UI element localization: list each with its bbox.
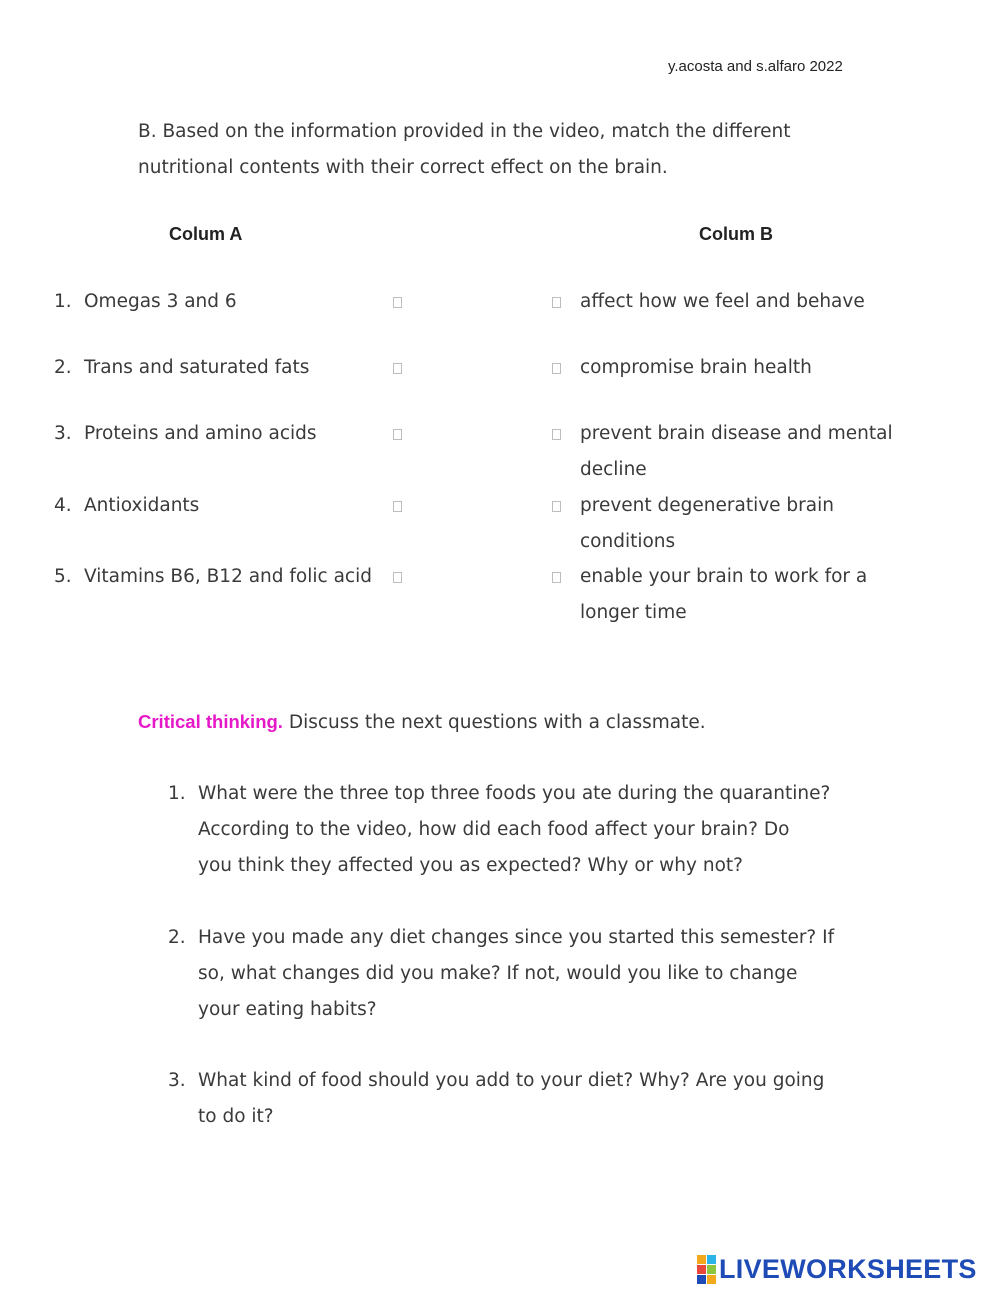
critical-thinking-text: Discuss the next questions with a classmate.	[282, 712, 706, 733]
match-point-left[interactable]	[393, 363, 402, 374]
item-number: 5.	[54, 566, 72, 587]
question-line: What were the three top three foods you ate during the quarantine?	[198, 783, 831, 804]
column-a-item: Vitamins B6, B12 and folic acid	[84, 566, 372, 587]
credit-line: y.acosta and s.alfaro 2022	[668, 58, 843, 75]
critical-thinking	[138, 704, 706, 741]
match-point-right[interactable]	[552, 429, 561, 440]
column-b-item	[580, 416, 920, 488]
column-b-item-line: prevent brain disease and mental	[580, 423, 893, 444]
question	[198, 1063, 858, 1135]
column-b-item	[580, 350, 920, 386]
column-b-item-line: longer time	[580, 602, 687, 623]
column-b-item-line: decline	[580, 459, 647, 480]
column-b-item-line: affect how we feel and behave	[580, 291, 865, 312]
match-point-right[interactable]	[552, 297, 561, 308]
match-point-left[interactable]	[393, 572, 402, 583]
match-point-left[interactable]	[393, 297, 402, 308]
match-point-left[interactable]	[393, 429, 402, 440]
instructions	[138, 114, 838, 186]
critical-thinking-heading: Critical thinking.	[138, 711, 283, 732]
question-line: your eating habits?	[198, 999, 377, 1020]
question-number: 3.	[168, 1070, 186, 1091]
question-line: What kind of food should you add to your diet? Why? Are you going	[198, 1070, 825, 1091]
match-point-right[interactable]	[552, 572, 561, 583]
question	[198, 920, 858, 1028]
question-line: Have you made any diet changes since you started this semester? If	[198, 927, 835, 948]
item-number: 4.	[54, 495, 72, 516]
column-a-item: Proteins and amino acids	[84, 423, 317, 444]
column-b-item	[580, 488, 920, 560]
logo-text: LIVEWORKSHEETS	[719, 1253, 977, 1284]
logo-blocks-icon	[697, 1255, 716, 1284]
question-number: 2.	[168, 927, 186, 948]
instructions-line-1: B. Based on the information provided in the video, match the different	[138, 121, 791, 142]
column-a-item: Trans and saturated fats	[84, 357, 310, 378]
match-point-left[interactable]	[393, 501, 402, 512]
column-a-item: Antioxidants	[84, 495, 200, 516]
item-number: 3.	[54, 423, 72, 444]
column-b-item-line: prevent degenerative brain	[580, 495, 834, 516]
column-b-item-line: enable your brain to work for a	[580, 566, 868, 587]
liveworksheets-logo	[697, 1253, 977, 1285]
question-line: to do it?	[198, 1106, 274, 1127]
item-number: 2.	[54, 357, 72, 378]
column-b-item	[580, 284, 920, 320]
question-line: According to the video, how did each food affect your brain? Do	[198, 819, 790, 840]
question-number: 1.	[168, 783, 186, 804]
column-a-item: Omegas 3 and 6	[84, 291, 237, 312]
question-line: you think they affected you as expected? Why or why not?	[198, 855, 743, 876]
instructions-line-2: nutritional contents with their correct effect on the brain.	[138, 157, 668, 178]
column-b-item-line: conditions	[580, 531, 676, 552]
column-a-heading: Colum A	[169, 224, 243, 244]
column-b-heading: Colum B	[699, 224, 773, 244]
column-b-item-line: compromise brain health	[580, 357, 812, 378]
match-point-right[interactable]	[552, 501, 561, 512]
question	[198, 776, 858, 884]
question-line: so, what changes did you make? If not, would you like to change	[198, 963, 798, 984]
match-point-right[interactable]	[552, 363, 561, 374]
item-number: 1.	[54, 291, 72, 312]
column-b-item	[580, 559, 920, 631]
